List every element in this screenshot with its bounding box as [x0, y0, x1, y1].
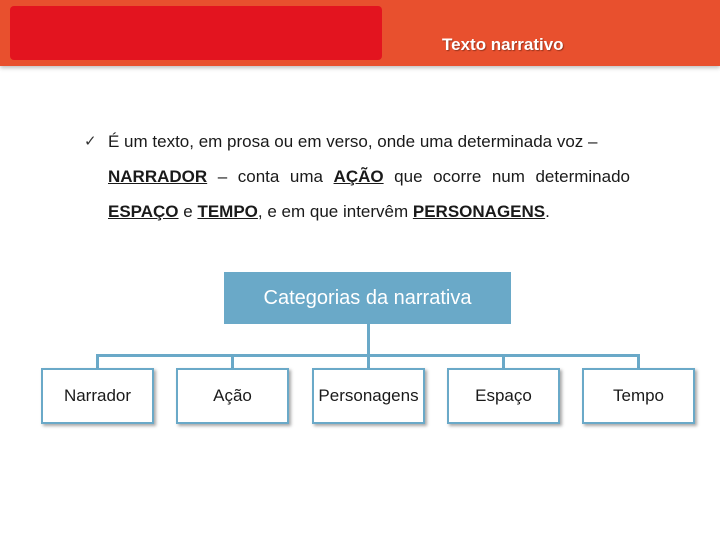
diagram-node-narrador: Narrador — [41, 368, 154, 424]
bullet-line-3: ESPAÇO e TEMPO, e em que intervêm PERSONAGENS. — [108, 202, 550, 221]
term-narrador: NARRADOR — [108, 167, 208, 186]
checkmark-icon: ✓ — [84, 133, 97, 150]
term-tempo: TEMPO — [197, 202, 258, 221]
diagram-child-connector — [367, 354, 370, 368]
diagram-child-connector — [637, 354, 640, 368]
diagram-node-acao: Ação — [176, 368, 289, 424]
header-banner — [0, 0, 720, 66]
diagram-child-connector — [96, 354, 99, 368]
bullet-line-2: NARRADOR – conta uma AÇÃO que ocorre num determinado — [108, 167, 630, 186]
diagram-node-personagens: Personagens — [312, 368, 425, 424]
diagram-node-espaco: Espaço — [447, 368, 560, 424]
slide-title: Texto narrativo — [442, 35, 564, 54]
term-personagens: PERSONAGENS — [412, 202, 546, 221]
bullet-paragraph — [84, 124, 630, 229]
diagram-node-tempo: Tempo — [582, 368, 695, 424]
header-accent-box — [10, 6, 382, 60]
term-espaco: ESPAÇO — [108, 202, 179, 221]
term-acao: AÇÃO — [333, 167, 384, 186]
diagram-root-connector — [367, 324, 370, 356]
diagram-child-connector — [231, 354, 234, 368]
diagram-child-connector — [502, 354, 505, 368]
bullet-line-1: É um texto, em prosa ou em verso, onde uma determinada voz – — [108, 132, 598, 151]
diagram-root-node: Categorias da narrativa — [224, 272, 511, 324]
